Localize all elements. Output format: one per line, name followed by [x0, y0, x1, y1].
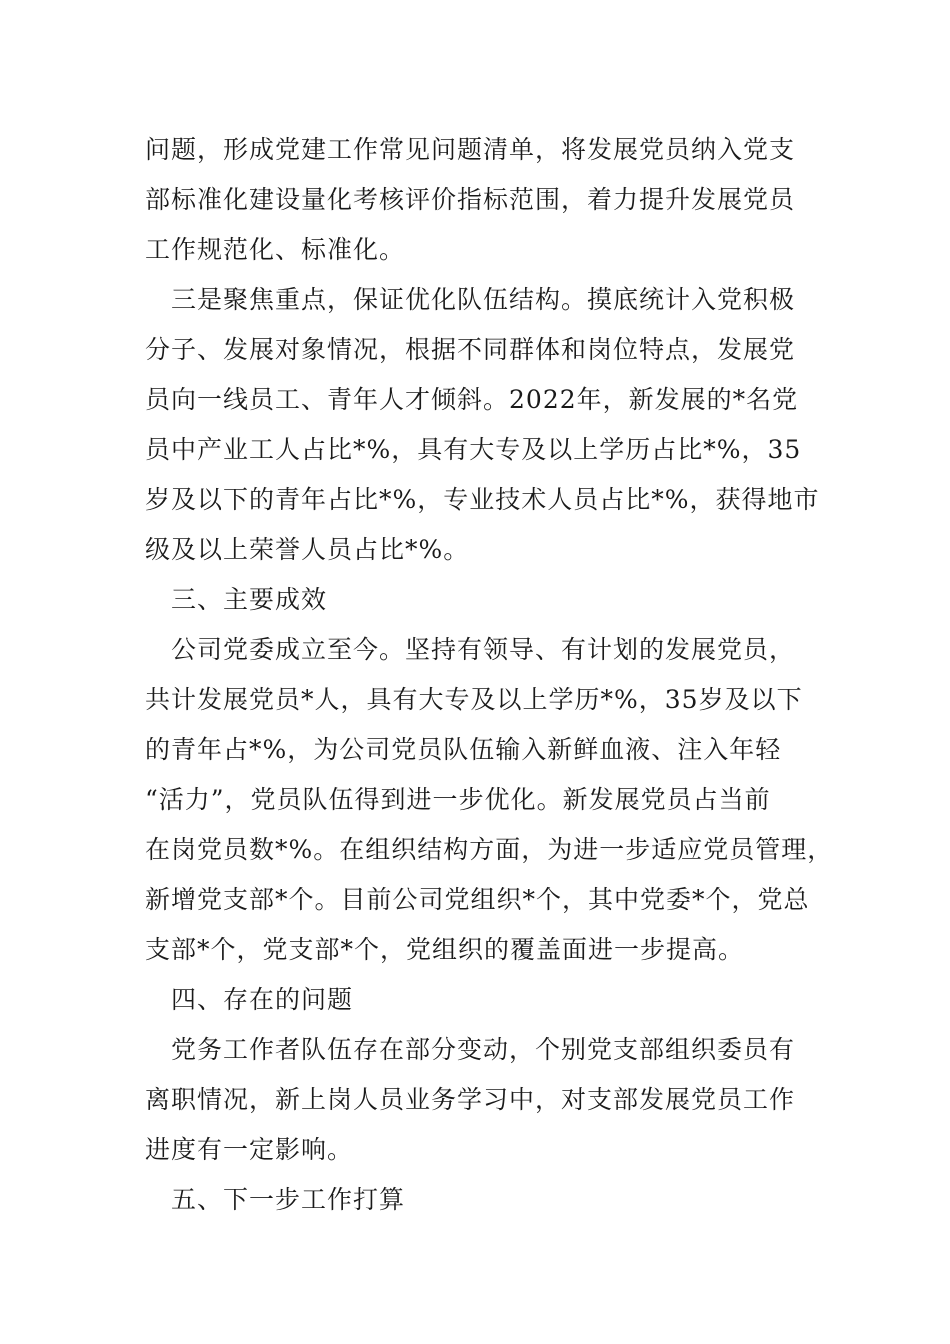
text-line: 部标准化建设量化考核评价指标范围，着力提升发展党员 — [145, 185, 796, 214]
section-heading: 四、存在的问题 — [145, 985, 354, 1014]
text-line: 工作规范化、标准化。 — [145, 235, 406, 264]
body-text — [145, 125, 834, 1225]
text-line: 员向一线员工、青年人才倾斜。2022年，新发展的*名党 — [145, 385, 799, 414]
text-line: “活力”，党员队伍得到进一步优化。新发展党员占当前 — [145, 785, 771, 814]
text-line: 新增党支部*个。目前公司党组织*个，其中党委*个，党总 — [145, 885, 810, 914]
text-line: 岁及以下的青年占比*%，专业技术人员占比*%，获得地市 — [145, 485, 820, 514]
section-heading: 三、主要成效 — [145, 585, 328, 614]
text-line: 分子、发展对象情况，根据不同群体和岗位特点，发展党 — [145, 335, 796, 364]
text-line: 共计发展党员*人，具有大专及以上学历*%，35岁及以下 — [145, 685, 803, 714]
text-line: 在岗党员数*%。在组织结构方面，为进一步适应党员管理， — [145, 835, 834, 864]
text-line: 级及以上荣誉人员占比*%。 — [145, 535, 470, 564]
text-line: 三是聚焦重点，保证优化队伍结构。摸底统计入党积极 — [145, 285, 796, 314]
text-line: 的青年占*%，为公司党员队伍输入新鲜血液、注入年轻 — [145, 735, 782, 764]
section-heading: 五、下一步工作打算 — [145, 1185, 406, 1214]
text-line: 员中产业工人占比*%，具有大专及以上学历占比*%，35 — [145, 435, 802, 464]
text-line: 问题，形成党建工作常见问题清单，将发展党员纳入党支 — [145, 135, 796, 164]
text-line: 党务工作者队伍存在部分变动，个别党支部组织委员有 — [145, 1035, 796, 1064]
text-line: 支部*个，党支部*个，党组织的覆盖面进一步提高。 — [145, 935, 745, 964]
text-line: 进度有一定影响。 — [145, 1135, 354, 1164]
text-line: 离职情况，新上岗人员业务学习中，对支部发展党员工作 — [145, 1085, 796, 1114]
text-line: 公司党委成立至今。坚持有领导、有计划的发展党员， — [145, 635, 796, 664]
